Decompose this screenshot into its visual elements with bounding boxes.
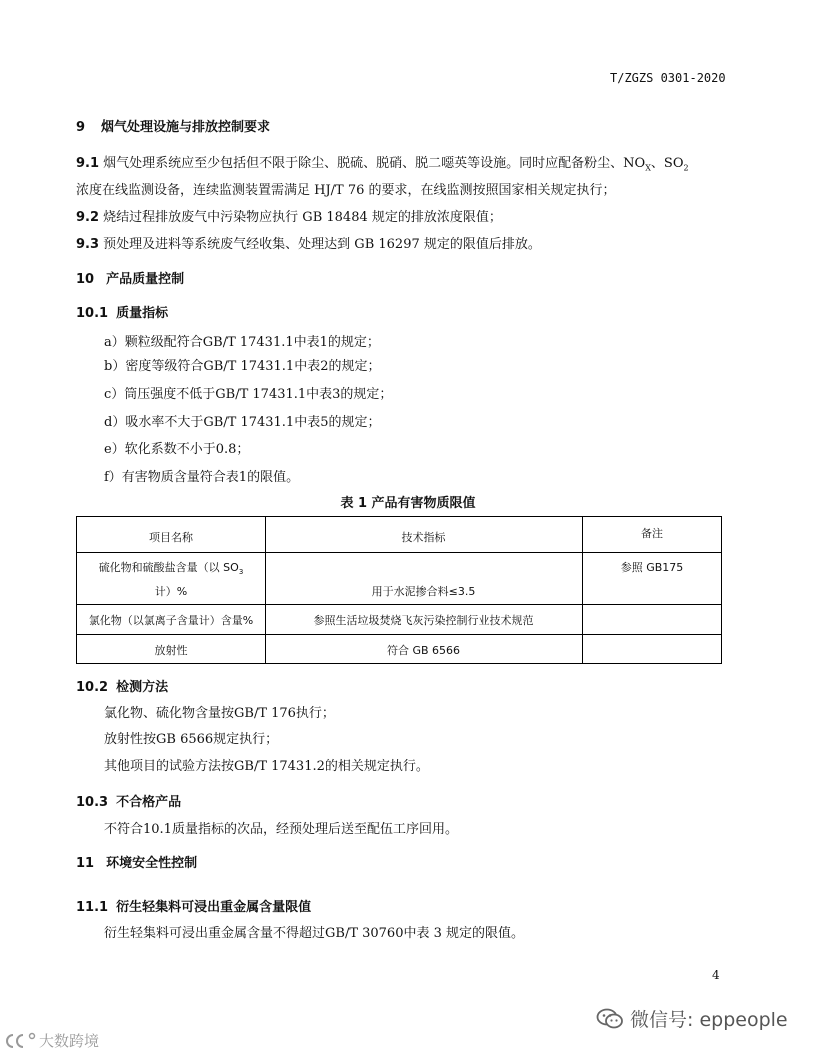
clause-9-1: 9.1 烟气处理系统应至少包括但不限于除尘、脱硫、脱硝、脱二噁英等设施。同时应配备粉尘、$NO_X$、$SO_2$	[76, 156, 689, 173]
corner-mark-text: 大数跨境	[39, 1032, 100, 1050]
clause-number: 9.3	[76, 237, 100, 252]
table-cell: 计）%	[154, 585, 188, 598]
table-cell: 氯化物（以氯离子含量计）含量%	[88, 614, 254, 627]
paragraph: 不符合10.1质量指标的次品，经预处理后送至配伍工序回用。	[104, 822, 458, 837]
subsection-10-1-heading: 10.1 质量指标	[76, 306, 169, 321]
list-item: e）软化系数不小于0.8；	[104, 442, 250, 457]
section-number: 9	[76, 120, 86, 135]
standard-code: T/ZGZS 0301-2020	[610, 71, 726, 85]
brand-logo-icon	[4, 1032, 36, 1050]
clause-9-1-line-2: 浓度在线监测设备，连续监测装置需满足 HJ/T 76 的要求，在线监测按照国家相关规定执行；	[76, 183, 616, 198]
page-number: 4	[712, 968, 720, 982]
clause-number: 9.1	[76, 156, 100, 171]
table-cell: 符合 GB 6566	[386, 644, 461, 657]
wechat-icon	[596, 1008, 624, 1030]
table-header: 备注	[641, 527, 663, 540]
section-title: 产品质量控制	[106, 272, 185, 287]
list-item: f）有害物质含量符合表1的限值。	[104, 470, 300, 485]
section-11-heading: 11 环境安全性控制	[76, 856, 198, 871]
clause-9-3: 9.3 预处理及进料等系统废气经收集、处理达到 GB 16297 规定的限值后排放。	[76, 237, 541, 252]
list-item: a）颗粒级配符合GB/T 17431.1中表1的规定；	[104, 335, 380, 350]
clause-number: 9.2	[76, 210, 100, 225]
table-cell: 放射性	[154, 644, 188, 657]
subsection-10-2-heading: 10.2 检测方法	[76, 680, 169, 695]
subsection-11-1-heading: 11.1 衍生轻集料可浸出重金属含量限值	[76, 900, 312, 915]
paragraph: 氯化物、硫化物含量按GB/T 176执行；	[104, 706, 335, 721]
list-item: c）筒压强度不低于GB/T 17431.1中表3的规定；	[104, 387, 393, 402]
subsection-10-3-heading: 10.3 不合格产品	[76, 795, 182, 810]
paragraph: 其他项目的试验方法按GB/T 17431.2的相关规定执行。	[104, 759, 429, 774]
table-cell: 参照 GB175	[620, 561, 684, 574]
wechat-watermark	[596, 1005, 788, 1032]
wechat-id-label: 微信号: eppeople	[630, 1009, 788, 1031]
list-item: d）吸水率不大于GB/T 17431.1中表5的规定；	[104, 415, 381, 430]
section-number: 10	[76, 272, 95, 287]
table-cell: 参照生活垃圾焚烧飞灰污染控制行业技术规范	[313, 614, 534, 627]
clause-9-2: 9.2 烧结过程排放废气中污染物应执行 GB 18484 规定的排放浓度限值；	[76, 210, 502, 225]
list-item: b）密度等级符合GB/T 17431.1中表2的规定；	[104, 359, 381, 374]
corner-watermark	[4, 1030, 99, 1051]
table-title: 表 1 产品有害物质限值	[340, 496, 476, 511]
hazardous-substances-table	[76, 516, 722, 664]
section-9-heading	[76, 116, 270, 135]
section-10-heading	[76, 268, 184, 287]
table-cell: 用于水泥掺合料≤3.5	[371, 585, 476, 598]
section-title: 烟气处理设施与排放控制要求	[101, 120, 271, 135]
paragraph: 放射性按GB 6566规定执行；	[104, 732, 279, 747]
table-header: 技术指标	[401, 531, 446, 544]
table-header: 项目名称	[149, 531, 193, 544]
table-cell: 硫化物和硫酸盐含量（以 $SO_3$	[98, 561, 244, 577]
paragraph: 衍生轻集料可浸出重金属含量不得超过GB/T 30760中表 3 规定的限值。	[104, 926, 525, 941]
